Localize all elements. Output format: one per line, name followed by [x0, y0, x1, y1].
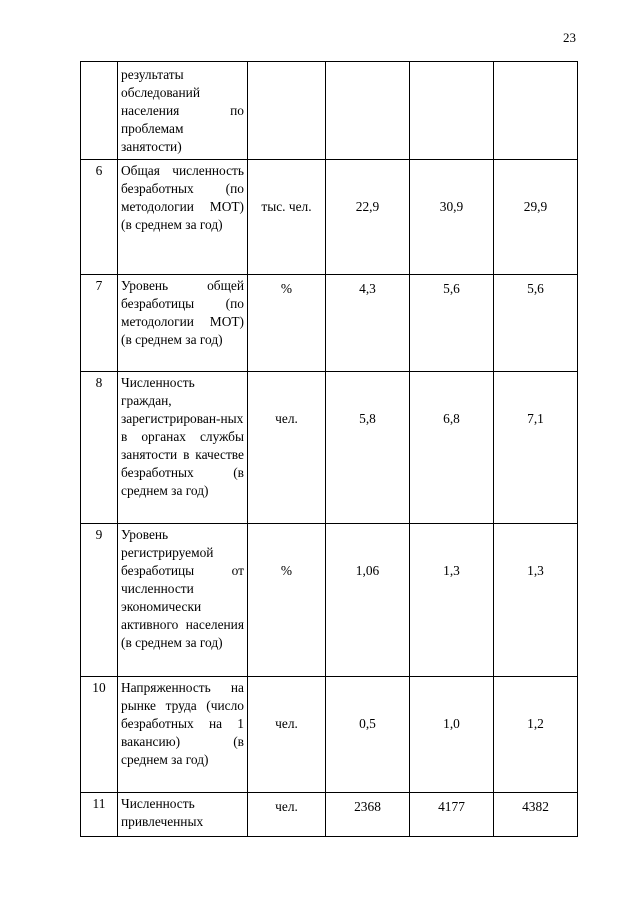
unit-text: чел. [275, 799, 298, 814]
value-text: 30,9 [439, 199, 464, 214]
value-cell [410, 62, 494, 160]
indicator-name: Уровень регистрируемой безработицы от численности экономически активного населения (в среднем за год) [118, 524, 248, 677]
value-text: 1,3 [527, 563, 544, 578]
unit-text: чел. [275, 411, 298, 426]
unit-cell [248, 275, 326, 372]
table-row [81, 160, 578, 275]
row-number: 11 [81, 793, 118, 837]
value-text: 1,3 [443, 563, 460, 578]
value-cell [410, 275, 494, 372]
value-cell [326, 275, 410, 372]
value-text: 1,06 [355, 563, 380, 578]
indicator-name: Численность привлеченных [118, 793, 248, 837]
value-cell [326, 793, 410, 837]
row-number: 8 [81, 372, 118, 524]
value-text: 7,1 [527, 411, 544, 426]
unit-cell [248, 524, 326, 677]
value-cell [410, 677, 494, 793]
indicator-name: Численность граждан, зарегистрирован-ных в органах службы занятости в качестве безработных (в среднем за год) [118, 372, 248, 524]
indicator-name: Напряженность на рынке труда (число безработных на 1 вакансию) (в среднем за год) [118, 677, 248, 793]
row-number [81, 62, 118, 160]
unit-text: тыс. чел. [261, 199, 312, 214]
value-cell [326, 524, 410, 677]
unit-cell [248, 677, 326, 793]
value-cell [494, 62, 578, 160]
value-cell [410, 793, 494, 837]
indicators-table [80, 61, 578, 837]
unit-cell [248, 372, 326, 524]
page-number: 23 [563, 30, 576, 45]
table-row [81, 677, 578, 793]
value-cell [494, 677, 578, 793]
value-cell [326, 160, 410, 275]
value-cell [326, 372, 410, 524]
row-number: 10 [81, 677, 118, 793]
table-row [81, 793, 578, 837]
table-row [81, 372, 578, 524]
value-cell [326, 62, 410, 160]
table-row [81, 62, 578, 160]
indicator-name: Общая численность безработных (по методологии МОТ) (в среднем за год) [118, 160, 248, 275]
value-text: 5,6 [443, 281, 460, 296]
value-text: 4,3 [359, 281, 376, 296]
value-cell [410, 524, 494, 677]
unit-text: чел. [275, 716, 298, 731]
table-row [81, 524, 578, 677]
unit-text: % [280, 281, 293, 296]
unit-cell [248, 62, 326, 160]
value-text: 4177 [438, 799, 465, 814]
unit-text: % [280, 563, 293, 578]
indicator-name: Уровень общей безработицы (по методологии МОТ) (в среднем за год) [118, 275, 248, 372]
value-cell [494, 160, 578, 275]
value-cell [494, 524, 578, 677]
value-text: 22,9 [355, 199, 380, 214]
value-text: 0,5 [359, 716, 376, 731]
row-number: 6 [81, 160, 118, 275]
row-number: 7 [81, 275, 118, 372]
value-text: 1,2 [527, 716, 544, 731]
value-text: 6,8 [443, 411, 460, 426]
value-cell [410, 372, 494, 524]
unit-cell [248, 160, 326, 275]
value-cell [410, 160, 494, 275]
value-cell [494, 372, 578, 524]
unit-cell [248, 793, 326, 837]
value-text: 1,0 [443, 716, 460, 731]
indicator-name: результаты обследований населения по проблемам занятости) [118, 62, 248, 160]
row-number: 9 [81, 524, 118, 677]
value-text: 4382 [522, 799, 549, 814]
value-text: 29,9 [523, 199, 548, 214]
value-cell [494, 793, 578, 837]
value-cell [494, 275, 578, 372]
value-text: 5,6 [527, 281, 544, 296]
table-row [81, 275, 578, 372]
value-text: 2368 [354, 799, 381, 814]
value-text: 5,8 [359, 411, 376, 426]
value-cell [326, 677, 410, 793]
